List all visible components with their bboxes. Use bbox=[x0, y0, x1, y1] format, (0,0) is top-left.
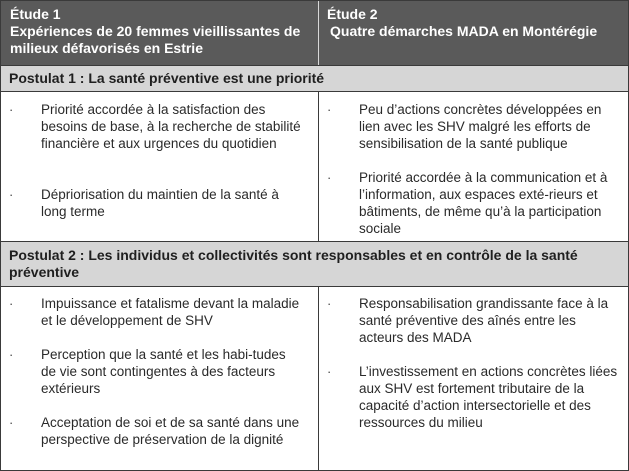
bullet-icon: · bbox=[327, 102, 332, 117]
postulat2-label: Postulat 2 : Les individus et collectivités sont responsables et en contrôle de la santé préventive bbox=[9, 247, 578, 280]
study1-subtitle: Expériences de 20 femmes vieillissantes de milieux défavorisés en Estrie bbox=[10, 23, 301, 56]
postulat1-band bbox=[1, 65, 628, 92]
header-study2 bbox=[327, 6, 617, 40]
bullet-icon: · bbox=[9, 102, 14, 117]
bullet-icon: · bbox=[9, 415, 14, 430]
bullet-icon: · bbox=[9, 296, 14, 311]
list-item-text: Impuissance et fatalisme devant la maladie et le développement de SHV bbox=[41, 296, 300, 328]
bullet-icon: · bbox=[327, 170, 332, 185]
header-divider bbox=[318, 1, 319, 65]
postulat1-label: Postulat 1 : La santé préventive est une priorité bbox=[9, 70, 325, 86]
list-item-text: Priorité accordée à la communication et à l’information, aux espaces exté-rieurs et bâtiments, de même qu’à la participation sociale bbox=[359, 170, 608, 236]
study2-subtitle: Quatre démarches MADA en Montérégie bbox=[330, 23, 598, 39]
list-item-text: L’investissement en actions concrètes liées aux SHV est fortement tributaire de la capacité d’action intersectorielle et des ressources du milieu bbox=[359, 364, 618, 430]
bullet-icon: · bbox=[327, 364, 332, 379]
list-item-text: Responsabilisation grandissante face à la santé préventive des aînés entre les acteurs des MADA bbox=[359, 296, 609, 345]
bullet-icon: · bbox=[9, 347, 14, 362]
list-item-text: Priorité accordée à la satisfaction des besoins de base, à la recherche de stabilité financière et aux urgences du quotidien bbox=[41, 102, 301, 151]
study1-title: Étude 1 bbox=[10, 6, 61, 22]
header-study1 bbox=[10, 6, 310, 57]
list-item-text: Peu d’actions concrètes développées en lien avec les SHV malgré les efforts de sensibilisation de la santé publique bbox=[359, 102, 602, 151]
section1-divider bbox=[318, 91, 319, 241]
table-header bbox=[1, 1, 628, 65]
bullet-icon: · bbox=[327, 296, 332, 311]
list-item-text: Perception que la santé et les habi-tudes de vie sont contingentes à des facteurs extérieurs bbox=[41, 347, 286, 396]
postulat2-band bbox=[1, 241, 628, 287]
list-item-text: Dépriorisation du maintien de la santé à long terme bbox=[41, 187, 279, 219]
section2-divider bbox=[318, 287, 319, 470]
bullet-icon: · bbox=[9, 187, 14, 202]
study2-title: Étude 2 bbox=[327, 6, 378, 22]
list-item-text: Acceptation de soi et de sa santé dans une perspective de préservation de la dignité bbox=[41, 415, 300, 447]
